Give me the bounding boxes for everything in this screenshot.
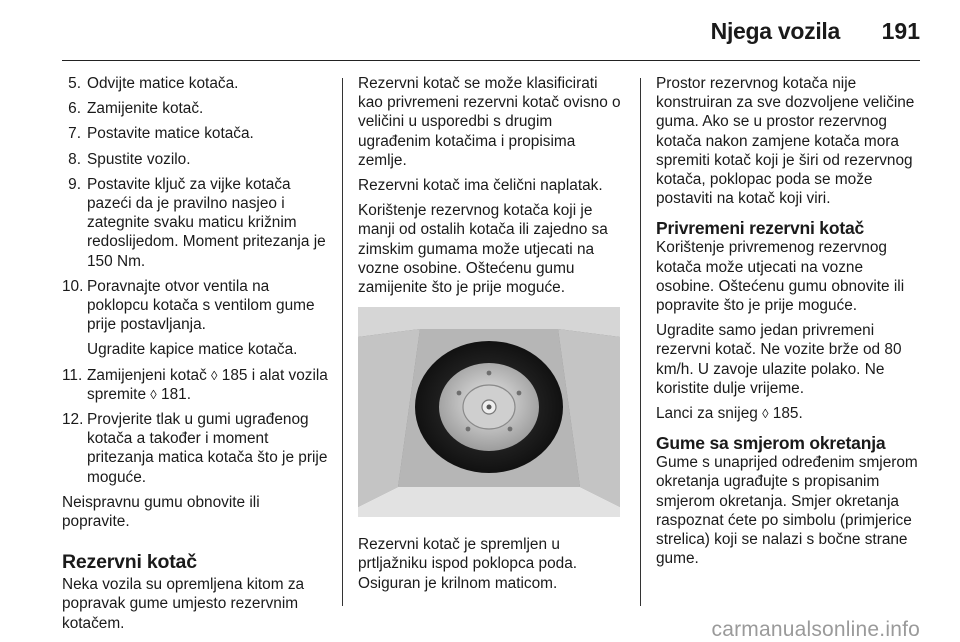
column-3 xyxy=(656,74,924,574)
header-rule xyxy=(62,60,920,61)
page-reference-icon: ◊ xyxy=(762,406,769,422)
spare-wheel-illustration xyxy=(358,307,620,517)
body-paragraph: Korištenje rezervnog kotača koji je manji od ostalih kotača ili zajedno sa zimskim gumama može utjecati na vozne osobine. Oštećenu gumu zamijenite što je prije moguće. xyxy=(358,202,608,297)
step-item: 12. Provjerite tlak u gumi ugrađenog kotača a također i moment pritezanja matica kotača što je prije moguće. xyxy=(62,411,328,486)
step-item: 5. Odvijte matice kotača. xyxy=(68,75,239,92)
body-paragraph: Gume s unaprijed određenim smjerom okretanja ugrađujte s propisanim smjerom okretanja. Smjer okretanja raspoznat ćete po simbolu (primjerice strelica) koji se nalazi s bočne strane gume. xyxy=(656,454,918,568)
body-paragraph: Rezervni kotač ima čelični naplatak. xyxy=(358,177,603,195)
step-item: 8. Spustite vozilo. xyxy=(68,150,191,168)
page-reference-link[interactable]: 181. xyxy=(156,385,191,403)
body-paragraph: Neispravnu gumu obnovite ili popravite. xyxy=(62,493,260,531)
step-item: 9. Postavite ključ za vijke kotača pazeći da je pravilno nasjeo i zategnite svaku maticu križnim redoslijedom. Moment pritezanja je 150 Nm. xyxy=(68,175,326,270)
column-2 xyxy=(358,74,626,599)
page-reference-link[interactable]: 185 i alat vozila spremite xyxy=(87,366,328,403)
column-1 xyxy=(62,74,330,639)
step-item: 7. Postavite matice kotača. xyxy=(68,125,254,143)
body-paragraph: Rezervni kotač se može klasificirati kao privremeni rezervni kotač ovisno o veličini u usporedbi s drugim ugrađenim kotačima i propisima zemlje. xyxy=(358,75,621,169)
step-item: 10. Poravnajte otvor ventila na poklopcu kotača s ventilom gume prije postavljanja. Ugradite kapice matice kotača. xyxy=(62,277,330,360)
page-number: 191 xyxy=(881,18,920,44)
section-heading: Rezervni kotač xyxy=(62,551,197,574)
page-header xyxy=(0,0,960,60)
body-paragraph: Ugradite samo jedan privremeni rezervni kotač. Ne vozite brže od 80 km/h. U zavoje ulazite polako. Ne koristite dulje vrijeme. xyxy=(656,322,902,397)
step-subtext: Ugradite kapice matice kotača. xyxy=(87,341,298,359)
body-paragraph: Neka vozila su opremljena kitom za popravak gume umjesto rezervnim kotačem. xyxy=(62,576,305,632)
steps-list xyxy=(62,74,330,487)
column-separator-1 xyxy=(342,78,343,606)
body-paragraph: Korištenje privremenog rezervnog kotača može utjecati na vozne osobine. Oštećenu gumu obnovite ili popravite što je prije moguće. xyxy=(656,239,905,315)
watermark: carmanualsonline.info xyxy=(711,618,920,641)
figure-caption: Rezervni kotač je spremljen u prtljažniku ispod poklopca poda. Osiguran je krilnom maticom. xyxy=(358,536,578,592)
body-paragraph: Lanci za snijeg ◊ 185. xyxy=(656,405,803,423)
page-reference-link[interactable]: 185. xyxy=(768,405,803,423)
body-paragraph: Prostor rezervnog kotača nije konstruiran za sve dozvoljene veličine guma. Ako se u prostor rezervnog kotača nakon zamjene kotača mora spremiti kotač koji je širi od rezervnog kotača, poklopac poda se može postaviti na kotač koji viri. xyxy=(656,75,915,208)
spare-wheel-photo xyxy=(358,307,620,517)
column-separator-2 xyxy=(640,78,641,606)
page-reference-icon: ◊ xyxy=(211,367,218,383)
page-title: Njega vozila xyxy=(710,18,840,44)
step-item: 11. Zamijenjeni kotač ◊ 185 i alat vozila spremite ◊ 181. xyxy=(62,366,328,403)
subsection-heading: Privremeni rezervni kotač xyxy=(656,218,865,239)
subsection-heading: Gume sa smjerom okretanja xyxy=(656,433,886,454)
page-reference-icon: ◊ xyxy=(150,386,157,402)
step-item: 6. Zamijenite kotač. xyxy=(68,100,204,118)
